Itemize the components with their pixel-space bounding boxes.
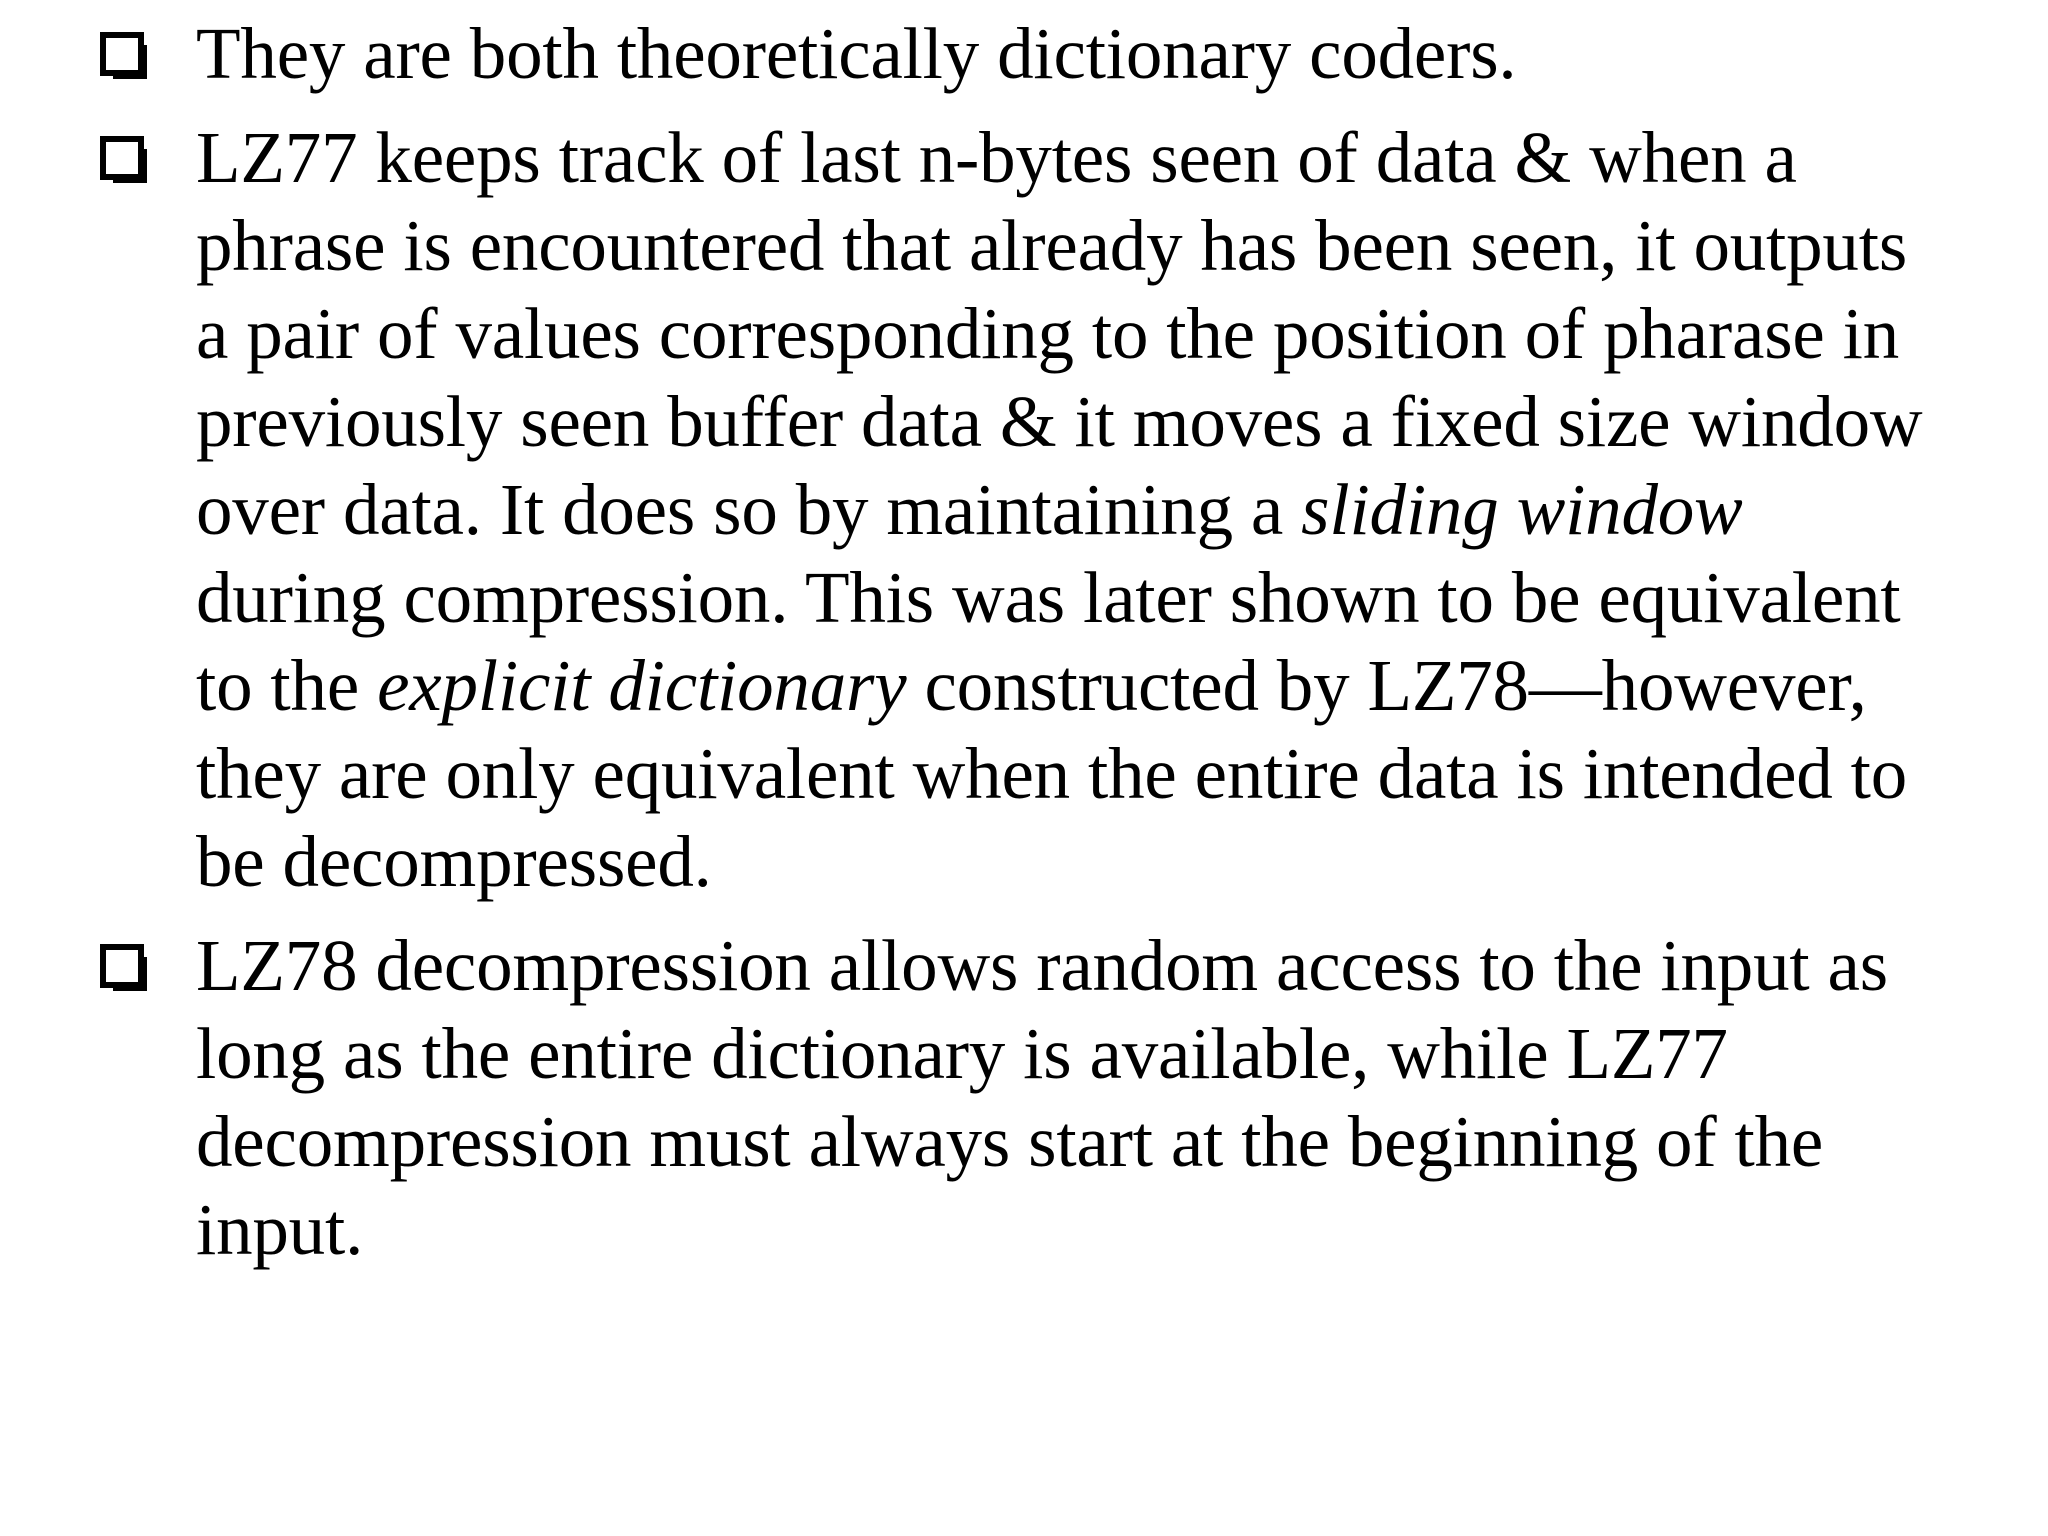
text-line	[196, 290, 1998, 378]
bullet-item	[98, 114, 1998, 906]
text-segment: LZ78 decompression allows random access to the input as	[196, 925, 1888, 1006]
bullet-item	[98, 10, 1998, 98]
bullet-text	[196, 922, 1998, 1274]
text-segment: LZ77 keeps track of last n-bytes seen of data & when a	[196, 117, 1797, 198]
text-segment: they are only equivalent when the entire data is intended to	[196, 733, 1908, 814]
text-line	[196, 1098, 1998, 1186]
text-line	[196, 378, 1998, 466]
text-segment: over data. It does so by maintaining a	[196, 469, 1302, 550]
emphasis-text: sliding window	[1301, 469, 1743, 550]
text-line	[196, 554, 1998, 642]
bullet-text	[196, 114, 1998, 906]
text-line	[196, 818, 1998, 906]
text-segment: constructed by LZ78—however,	[906, 645, 1867, 726]
text-segment: input.	[196, 1189, 364, 1270]
text-segment: be decompressed.	[196, 821, 712, 902]
text-segment: previously seen buffer data & it moves a fixed size window	[196, 381, 1923, 462]
checkbox-square-icon	[98, 114, 196, 202]
bullet-text	[196, 10, 1998, 98]
text-segment: They are both theoretically dictionary coders.	[196, 13, 1517, 94]
text-line	[196, 1010, 1998, 1098]
text-line	[196, 730, 1998, 818]
text-line	[196, 466, 1998, 554]
text-line	[196, 642, 1998, 730]
checkbox-square-icon	[98, 922, 196, 1010]
text-line	[196, 1186, 1998, 1274]
text-line	[196, 922, 1998, 1010]
text-segment: a pair of values corresponding to the position of pharase in	[196, 293, 1900, 374]
text-line	[196, 10, 1998, 98]
emphasis-text: explicit dictionary	[377, 645, 907, 726]
text-segment: long as the entire dictionary is available, while LZ77	[196, 1013, 1728, 1094]
text-segment: phrase is encountered that already has been seen, it outputs	[196, 205, 1908, 286]
text-segment: to the	[196, 645, 378, 726]
text-line	[196, 202, 1998, 290]
text-line	[196, 114, 1998, 202]
text-segment: decompression must always start at the beginning of the	[196, 1101, 1824, 1182]
text-segment: during compression. This was later shown to be equivalent	[196, 557, 1901, 638]
bullet-list	[98, 10, 1998, 1290]
checkbox-square-icon	[98, 10, 196, 98]
bullet-item	[98, 922, 1998, 1274]
